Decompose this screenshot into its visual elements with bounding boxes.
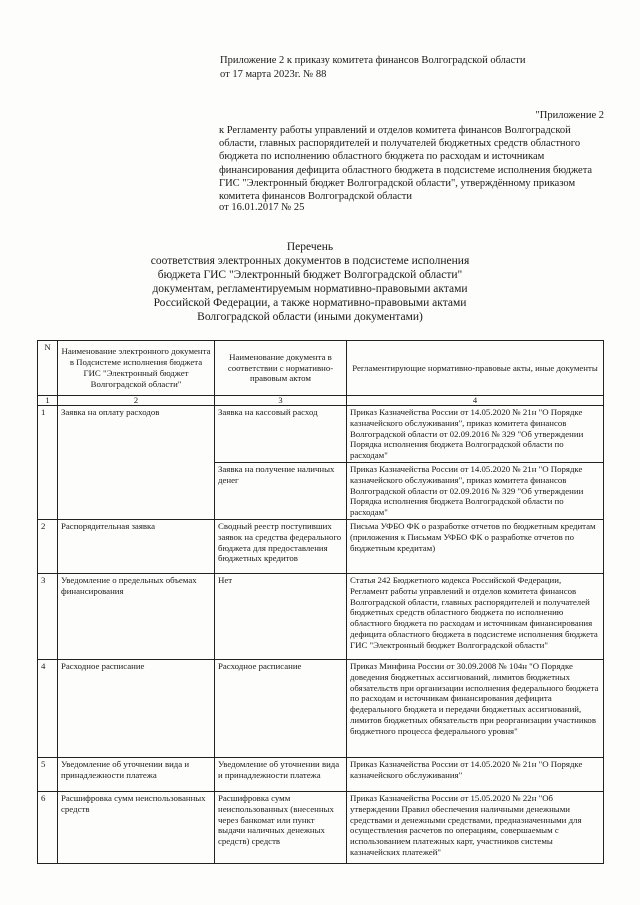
header-legal-acts: Регламентирующие нормативно-правовые акты, иные документы — [347, 341, 604, 396]
table-header-row — [38, 341, 604, 396]
header-doc-name: Наименование документа в соответствии с нормативно-правовым актом — [215, 341, 347, 396]
row-doc: Нет — [215, 573, 347, 659]
order-header-line2: от 17 марта 2023г. № 88 — [220, 69, 327, 80]
row-number: 4 — [38, 659, 58, 757]
row-doc-name: Расходное расписание — [58, 659, 215, 757]
table-row — [38, 791, 604, 863]
title-line1: Перечень — [286, 241, 334, 253]
table-row — [38, 757, 604, 791]
row-doc-name: Заявка на оплату расходов — [58, 406, 215, 520]
col-number: 2 — [58, 396, 215, 406]
row-act: Приказ Минфина России от 30.09.2008 № 104н "О Порядке доведения бюджетных ассигнований, лимитов бюджетных обязательств при организации исполнения федерального бюджета по расходам и источникам финансирования дефицита федерального бюджета и передачи бюджетных ассигнований, лимитов бюджетных обязательств при реорганизации участников бюджетного процесса федерального уровня" — [347, 659, 604, 757]
row-doc-name: Расшифровка сумм неиспользованных средств — [58, 791, 215, 863]
row-doc: Заявка на кассовый расход — [215, 406, 347, 463]
col-number: 4 — [347, 396, 604, 406]
order-header-line1: Приложение 2 к приказу комитета финансов Волгоградской области — [220, 55, 526, 66]
header-n: N — [38, 341, 58, 396]
row-act: Приказ Казначейства России от 15.05.2020 № 22н "Об утверждении Правил обеспечения наличными денежными средствами и денежными средствами, предназначенными для осуществления расчетов по операциям, совершаемым с использованием платежных карт, участников системы казначейских платежей" — [347, 791, 604, 863]
document-title — [150, 240, 470, 324]
row-act: Письма УФБО ФК о разработке отчетов по бюджетным кредитам (приложения к Письмам УФБО ФК о разработке отчетов по бюджетным кредитам) — [347, 519, 604, 573]
col-number: 1 — [38, 396, 58, 406]
table-row — [38, 406, 604, 463]
regulation-date: от 16.01.2017 № 25 — [219, 202, 305, 213]
documents-table — [37, 340, 604, 864]
table-number-row — [38, 396, 604, 406]
row-doc: Расходное расписание — [215, 659, 347, 757]
header-electronic-doc: Наименование электронного документа в Подсистеме исполнения бюджета ГИС "Электронный бюджет Волгоградской области" — [58, 341, 215, 396]
appendix-label: "Приложение 2 — [535, 110, 604, 121]
table-row — [38, 573, 604, 659]
row-doc-name: Уведомление об уточнении вида и принадлежности платежа — [58, 757, 215, 791]
row-number: 3 — [38, 573, 58, 659]
row-doc: Расшифровка сумм неиспользованных (внесенных через банкомат или пункт выдачи наличных денежных средств) средств — [215, 791, 347, 863]
row-act: Статья 242 Бюджетного кодекса Российской Федерации, Регламент работы управлений и отделов комитета финансов Волгоградской области, главных распорядителей и получателей бюджетных средств областного бюджета по исполнению областного бюджета по расходам и источникам финансирования дефицита областного бюджета в подсистеме исполнения бюджета ГИС "Электронный бюджет Волгоградской области" — [347, 573, 604, 659]
row-number: 5 — [38, 757, 58, 791]
title-text: соответствия электронных документов в подсистеме исполнения бюджета ГИС "Электронный бюджет Волгоградской области" документам, регламентируемым нормативно-правовыми актами Российской Федерации, а также нормативно-правовыми актами Волгоградской области (иными документами) — [150, 255, 470, 323]
row-doc-name: Распорядительная заявка — [58, 519, 215, 573]
row-act: Приказ Казначейства России от 14.05.2020 № 21н "О Порядке казначейского обслуживания", приказ комитета финансов Волгоградской области от 02.09.2016 № 329 "Об утверждении Порядка исполнения бюджета Волгоградской области по расходам" — [347, 462, 604, 519]
row-act: Приказ Казначейства России от 14.05.2020 № 21н "О Порядке казначейского обслуживания", приказ комитета финансов Волгоградской области от 02.09.2016 № 329 "Об утверждении Порядка исполнения бюджета Волгоградской области по расходам" — [347, 406, 604, 463]
row-act: Приказ Казначейства России от 14.05.2020 № 21н "О Порядке казначейского обслуживания" — [347, 757, 604, 791]
row-number: 6 — [38, 791, 58, 863]
col-number: 3 — [215, 396, 347, 406]
row-doc: Уведомление об уточнении вида и принадлежности платежа — [215, 757, 347, 791]
row-doc-name: Уведомление о предельных объемах финансирования — [58, 573, 215, 659]
row-number: 1 — [38, 406, 58, 520]
regulation-text: к Регламенту работы управлений и отделов комитета финансов Волгоградской области, главных распорядителей и получателей бюджетных средств областного бюджета по исполнению областного бюджета по расходам и источникам финансирования дефицита областного бюджета в подсистеме исполнения бюджета ГИС "Электронный бюджет Волгоградской области", утверждённому приказом комитета финансов Волгоградской области — [219, 125, 593, 203]
order-header — [220, 54, 525, 82]
row-doc: Сводный реестр поступивших заявок на средства федерального бюджета для предоставления бюджетных кредитов — [215, 519, 347, 573]
table-row — [38, 519, 604, 573]
row-doc: Заявка на получение наличных денег — [215, 462, 347, 519]
table-row — [38, 659, 604, 757]
row-number: 2 — [38, 519, 58, 573]
